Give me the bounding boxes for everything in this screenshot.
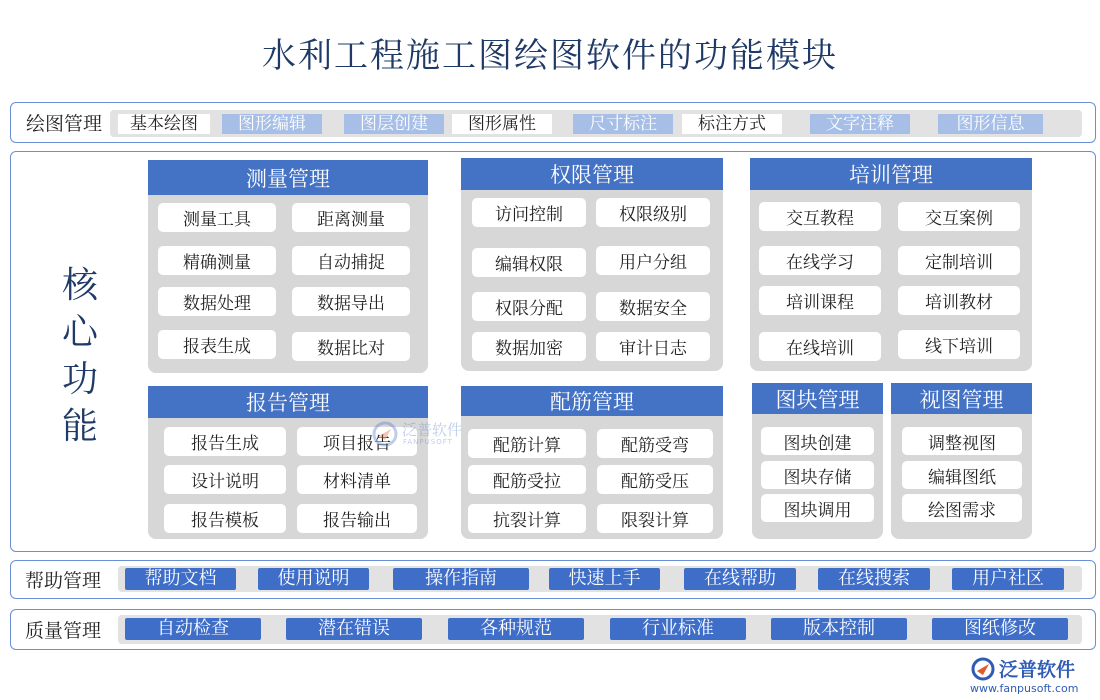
group-training-item: 在线学习 bbox=[759, 246, 881, 275]
group-permission-item: 编辑权限 bbox=[472, 248, 586, 277]
help-management-label: 帮助管理 bbox=[24, 570, 101, 592]
group-view-item: 绘图需求 bbox=[902, 494, 1022, 522]
group-view-item: 调整视图 bbox=[902, 427, 1022, 455]
quality-management-label: 质量管理 bbox=[24, 620, 101, 642]
drawing-item: 图形属性 bbox=[452, 114, 552, 134]
drawing-item: 图形编辑 bbox=[222, 114, 322, 134]
drawing-management-label: 绘图管理 bbox=[25, 113, 102, 135]
group-block-title: 图块管理 bbox=[752, 383, 883, 414]
group-block-item: 图块创建 bbox=[761, 427, 874, 455]
group-report-item: 报告输出 bbox=[297, 504, 417, 533]
group-measure-item: 精确测量 bbox=[158, 246, 276, 275]
fanpu-watermark-icon bbox=[371, 420, 399, 448]
help-item: 帮助文档 bbox=[125, 568, 236, 590]
group-measure-item: 数据导出 bbox=[292, 287, 410, 316]
group-report-item: 报告模板 bbox=[164, 504, 286, 533]
core-label-char: 能 bbox=[61, 406, 98, 447]
group-measure-item: 数据比对 bbox=[292, 332, 410, 361]
core-label-char: 核 bbox=[61, 265, 98, 306]
watermark bbox=[371, 418, 481, 454]
group-measure-title: 测量管理 bbox=[148, 160, 428, 195]
help-item: 操作指南 bbox=[393, 568, 529, 590]
quality-item: 行业标准 bbox=[610, 618, 746, 640]
quality-item: 版本控制 bbox=[771, 618, 907, 640]
drawing-item: 基本绘图 bbox=[118, 114, 210, 134]
drawing-item: 图形信息 bbox=[938, 114, 1043, 134]
group-permission-item: 权限级别 bbox=[596, 198, 710, 227]
help-item: 在线搜索 bbox=[818, 568, 930, 590]
core-functions-label bbox=[60, 262, 100, 450]
group-report-item: 设计说明 bbox=[164, 465, 286, 494]
group-measure-item: 报表生成 bbox=[158, 330, 276, 359]
help-item: 在线帮助 bbox=[684, 568, 796, 590]
help-item: 使用说明 bbox=[258, 568, 369, 590]
group-training-item: 线下培训 bbox=[898, 330, 1020, 359]
logo-url: www.fanpusoft.com bbox=[970, 682, 1079, 695]
group-rebar-item: 配筋受拉 bbox=[468, 465, 586, 494]
help-item: 用户社区 bbox=[952, 568, 1064, 590]
group-rebar-item: 配筋受弯 bbox=[597, 429, 713, 458]
quality-item: 自动检查 bbox=[125, 618, 261, 640]
group-permission-item: 数据加密 bbox=[472, 332, 586, 361]
group-measure-item: 数据处理 bbox=[158, 287, 276, 316]
fanpu-logo-icon bbox=[970, 656, 996, 682]
help-item: 快速上手 bbox=[549, 568, 660, 590]
group-training-title: 培训管理 bbox=[750, 158, 1032, 190]
core-label-char: 功 bbox=[61, 359, 98, 400]
group-report-item: 材料清单 bbox=[297, 465, 417, 494]
group-report-title: 报告管理 bbox=[148, 386, 428, 418]
group-training-item: 培训课程 bbox=[759, 286, 881, 315]
watermark-sub: FANPUSOFT bbox=[403, 438, 453, 446]
group-permission-item: 审计日志 bbox=[596, 332, 710, 361]
group-rebar-item: 配筋计算 bbox=[468, 429, 586, 458]
group-measure-item: 测量工具 bbox=[158, 203, 276, 232]
group-rebar-item: 限裂计算 bbox=[597, 504, 713, 533]
group-block-item: 图块调用 bbox=[761, 494, 874, 522]
group-training-item: 交互教程 bbox=[759, 202, 881, 231]
fanpu-logo bbox=[966, 653, 1096, 697]
quality-item: 各种规范 bbox=[448, 618, 584, 640]
group-permission-title: 权限管理 bbox=[461, 158, 723, 190]
group-rebar-item: 抗裂计算 bbox=[468, 504, 586, 533]
group-rebar-title: 配筋管理 bbox=[461, 386, 723, 416]
group-block-item: 图块存储 bbox=[761, 461, 874, 489]
group-training-item: 培训教材 bbox=[898, 286, 1020, 315]
group-permission-item: 访问控制 bbox=[472, 198, 586, 227]
group-permission-item: 权限分配 bbox=[472, 292, 586, 321]
group-measure-item: 自动捕捉 bbox=[292, 246, 410, 275]
logo-brand: 泛普软件 bbox=[999, 659, 1076, 681]
group-report-item: 报告生成 bbox=[164, 427, 286, 456]
group-view-title: 视图管理 bbox=[891, 383, 1032, 414]
watermark-brand: 泛普软件 bbox=[402, 421, 463, 439]
core-label-char: 心 bbox=[61, 312, 98, 353]
group-view-item: 编辑图纸 bbox=[902, 461, 1022, 489]
quality-item: 图纸修改 bbox=[932, 618, 1068, 640]
page-title: 水利工程施工图绘图软件的功能模块 bbox=[262, 36, 838, 76]
group-permission-item: 数据安全 bbox=[596, 292, 710, 321]
drawing-item: 标注方式 bbox=[682, 114, 782, 134]
drawing-item: 尺寸标注 bbox=[573, 114, 673, 134]
drawing-item: 图层创建 bbox=[344, 114, 444, 134]
group-permission-item: 用户分组 bbox=[596, 246, 710, 275]
group-training-item: 在线培训 bbox=[759, 332, 881, 361]
drawing-item: 文字注释 bbox=[810, 114, 910, 134]
group-training-item: 交互案例 bbox=[898, 202, 1020, 231]
group-report-item: 项目报告 bbox=[297, 427, 417, 456]
group-rebar-item: 配筋受压 bbox=[597, 465, 713, 494]
group-measure-item: 距离测量 bbox=[292, 203, 410, 232]
quality-item: 潜在错误 bbox=[286, 618, 422, 640]
group-training-item: 定制培训 bbox=[898, 246, 1020, 275]
